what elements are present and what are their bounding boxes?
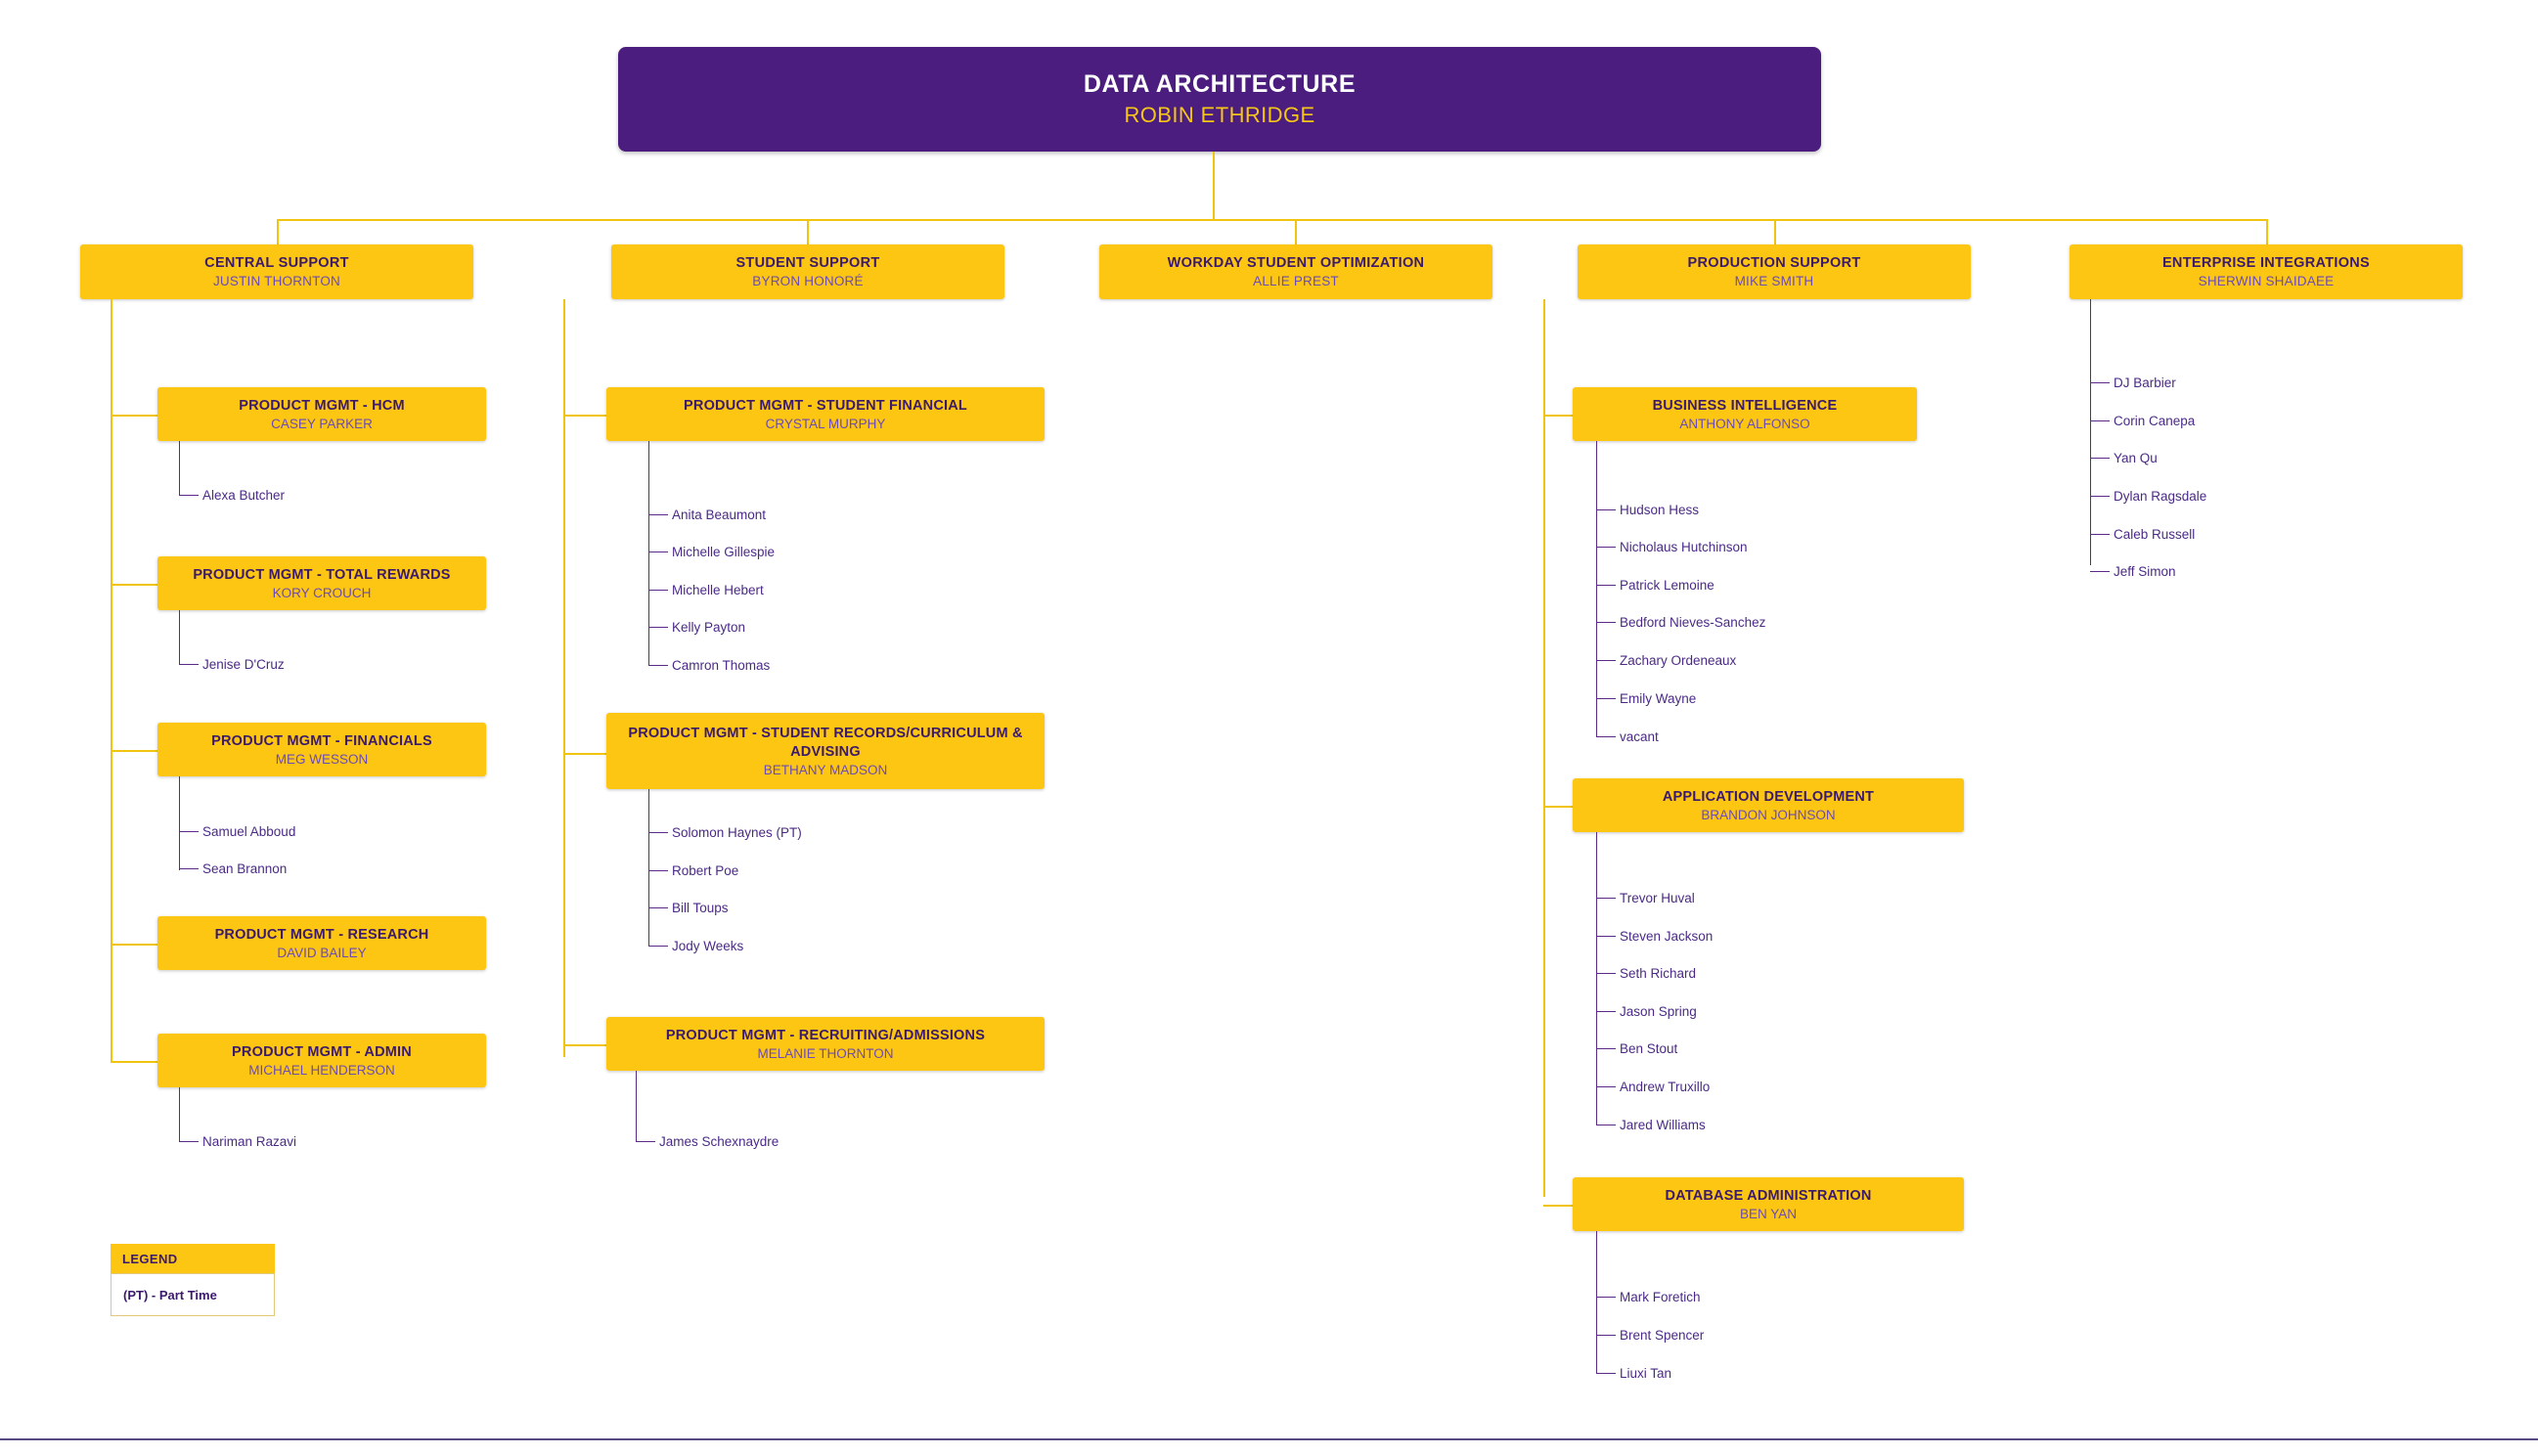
connector-leaf-sr-3 — [648, 946, 668, 947]
leaf-ben-stout: Ben Stout — [1620, 1041, 1678, 1056]
connector-drop-workday — [1295, 219, 1297, 245]
connector-leaf-bi-5 — [1596, 698, 1616, 699]
leaf-patrick-lemoine: Patrick Lemoine — [1620, 578, 1714, 593]
connector-leaf-sf-3 — [648, 627, 668, 628]
connector-leafspine-hcm — [179, 441, 180, 496]
node-name: JUSTIN THORNTON — [212, 274, 340, 289]
node-product-mgmt-hcm[interactable] — [157, 387, 486, 441]
connector-leaf-sr-0 — [648, 832, 668, 833]
leaf-emily-wayne: Emily Wayne — [1620, 691, 1697, 706]
connector-leafspine-bi — [1596, 441, 1597, 737]
node-title: APPLICATION DEVELOPMENT — [1662, 788, 1875, 805]
node-product-mgmt-financials[interactable] — [157, 723, 486, 776]
connector-leafspine-total-rewards — [179, 610, 180, 665]
connector-leaf-db-0 — [1596, 1297, 1616, 1298]
connector-leaf-ad-5 — [1596, 1086, 1616, 1087]
node-name: SHERWIN SHAIDAEE — [2198, 274, 2335, 289]
node-central-support[interactable] — [80, 244, 473, 299]
node-title: PRODUCT MGMT - ADMIN — [232, 1043, 412, 1060]
node-product-mgmt-student-records[interactable] — [606, 713, 1045, 789]
connector-leaf-rec-0 — [636, 1141, 655, 1142]
connector-elbow-hcm — [111, 415, 157, 417]
node-title: PRODUCT MGMT - TOTAL REWARDS — [193, 566, 451, 583]
connector-elbow-appdev — [1543, 806, 1573, 808]
node-student-support[interactable] — [611, 244, 1004, 299]
connector-leaf-bi-0 — [1596, 509, 1616, 510]
node-product-mgmt-student-financial[interactable] — [606, 387, 1045, 441]
connector-elbow-dba — [1543, 1205, 1573, 1207]
connector-leaf-fin-1 — [179, 868, 199, 869]
connector-elbow-financials — [111, 750, 157, 752]
leaf-liuxi-tan: Liuxi Tan — [1620, 1366, 1672, 1381]
node-title: PRODUCT MGMT - STUDENT RECORDS/CURRICULUM & ADVISING — [628, 726, 1023, 760]
connector-leaf-ad-2 — [1596, 973, 1616, 974]
root-name: ROBIN ETHRIDGE — [1124, 102, 1315, 127]
connector-drop-enterprise — [2266, 219, 2268, 245]
leaf-corin-canepa: Corin Canepa — [2114, 414, 2196, 428]
connector-elbow-bi — [1543, 415, 1573, 417]
node-product-mgmt-research[interactable] — [157, 916, 486, 970]
leaf-sean-brannon: Sean Brannon — [202, 861, 288, 876]
connector-leaf-ei-3 — [2090, 496, 2110, 497]
node-name: ALLIE PREST — [1253, 274, 1339, 289]
node-name: MELANIE THORNTON — [757, 1046, 894, 1062]
node-workday-student-optimization[interactable] — [1099, 244, 1492, 299]
leaf-solomon-haynes: Solomon Haynes (PT) — [672, 825, 802, 840]
connector-elbow-student-financial — [563, 415, 606, 417]
root-title: DATA ARCHITECTURE — [1083, 70, 1357, 99]
connector-leaf-sf-2 — [648, 590, 668, 591]
connector-leaf-ei-1 — [2090, 420, 2110, 421]
connector-leaf-sf-4 — [648, 665, 668, 666]
connector-leaf-ad-1 — [1596, 936, 1616, 937]
connector-leaf-bi-6 — [1596, 736, 1616, 737]
node-production-support[interactable] — [1578, 244, 1971, 299]
node-product-mgmt-admin[interactable] — [157, 1034, 486, 1087]
leaf-robert-poe: Robert Poe — [672, 863, 739, 878]
connector-leaf-ei-4 — [2090, 534, 2110, 535]
connector-elbow-research — [111, 944, 157, 946]
connector-leaf-admin-0 — [179, 1141, 199, 1142]
connector-root-trunk — [1213, 152, 1215, 220]
connector-leafspine-appdev — [1596, 832, 1597, 1125]
node-name: CASEY PARKER — [271, 417, 373, 432]
connector-elbow-admin — [111, 1061, 157, 1063]
node-title: STUDENT SUPPORT — [735, 254, 880, 271]
leaf-dj-barbier: DJ Barbier — [2114, 375, 2176, 390]
leaf-vacant: vacant — [1620, 729, 1659, 744]
node-title: DATABASE ADMINISTRATION — [1665, 1187, 1872, 1204]
node-name: MEG WESSON — [275, 752, 369, 768]
leaf-jody-weeks: Jody Weeks — [672, 939, 744, 953]
node-name: KORY CROUCH — [272, 586, 372, 601]
leaf-nariman-razavi: Nariman Razavi — [202, 1134, 297, 1149]
connector-elbow-student-records — [563, 753, 606, 755]
connector-leafspine-sr — [648, 789, 649, 946]
connector-spine-production — [1543, 299, 1545, 1197]
connector-leaf-db-1 — [1596, 1335, 1616, 1336]
leaf-brent-spencer: Brent Spencer — [1620, 1328, 1705, 1343]
leaf-kelly-payton: Kelly Payton — [672, 620, 746, 635]
node-title: PRODUCT MGMT - RECRUITING/ADMISSIONS — [665, 1027, 986, 1043]
connector-leaf-bi-1 — [1596, 547, 1616, 548]
connector-leaf-db-2 — [1596, 1373, 1616, 1374]
leaf-michelle-hebert: Michelle Hebert — [672, 583, 764, 597]
node-name: BRANDON JOHNSON — [1701, 808, 1836, 823]
node-name: BETHANY MADSON — [763, 762, 888, 777]
node-name: MICHAEL HENDERSON — [248, 1063, 395, 1079]
connector-leafspine-sf — [648, 441, 649, 666]
node-title: BUSINESS INTELLIGENCE — [1652, 397, 1838, 414]
leaf-samuel-abboud: Samuel Abboud — [202, 824, 296, 839]
connector-leaf-sr-1 — [648, 870, 668, 871]
node-enterprise-integrations[interactable] — [2070, 244, 2463, 299]
connector-leaf-ei-5 — [2090, 571, 2110, 572]
node-name: CRYSTAL MURPHY — [765, 417, 886, 432]
leaf-trevor-huval: Trevor Huval — [1620, 891, 1695, 905]
node-title: PRODUCT MGMT - RESEARCH — [214, 926, 429, 943]
connector-leafspine-financials — [179, 776, 180, 870]
leaf-nicholaus-hutchinson: Nicholaus Hutchinson — [1620, 540, 1748, 554]
connector-leafspine-rec — [636, 1071, 637, 1142]
leaf-yan-qu: Yan Qu — [2114, 451, 2158, 465]
node-name: ANTHONY ALFONSO — [1679, 417, 1810, 432]
connector-leaf-fin-0 — [179, 831, 199, 832]
connector-leaf-ad-3 — [1596, 1011, 1616, 1012]
leaf-alexa-butcher: Alexa Butcher — [202, 488, 286, 503]
node-product-mgmt-recruiting[interactable] — [606, 1017, 1045, 1071]
node-name: DAVID BAILEY — [277, 946, 367, 961]
connector-elbow-total-rewards — [111, 584, 157, 586]
connector-leaf-bi-3 — [1596, 622, 1616, 623]
leaf-zachary-ordeneaux: Zachary Ordeneaux — [1620, 653, 1737, 668]
connector-leaf-ei-2 — [2090, 458, 2110, 459]
leaf-anita-beaumont: Anita Beaumont — [672, 507, 767, 522]
node-name: BYRON HONORÉ — [752, 274, 864, 289]
leaf-jeff-simon: Jeff Simon — [2114, 564, 2176, 579]
page-bottom-rule — [0, 1438, 2538, 1440]
connector-leaf-ad-4 — [1596, 1048, 1616, 1049]
legend-heading: LEGEND — [111, 1244, 275, 1273]
node-title: PRODUCTION SUPPORT — [1687, 254, 1861, 271]
leaf-seth-richard: Seth Richard — [1620, 966, 1697, 981]
node-title: PRODUCT MGMT - HCM — [239, 397, 405, 414]
connector-level1-bus — [277, 219, 2267, 221]
connector-leaf-ei-0 — [2090, 382, 2110, 383]
connector-leaf-bi-4 — [1596, 660, 1616, 661]
leaf-caleb-russell: Caleb Russell — [2114, 527, 2196, 542]
node-name: MIKE SMITH — [1734, 274, 1814, 289]
node-name: BEN YAN — [1739, 1207, 1798, 1222]
leaf-jared-williams: Jared Williams — [1620, 1118, 1706, 1132]
connector-leaf-ad-0 — [1596, 898, 1616, 899]
connector-leaf-tr-0 — [179, 664, 199, 665]
connector-leaf-hcm-0 — [179, 495, 199, 496]
leaf-steven-jackson: Steven Jackson — [1620, 929, 1714, 944]
node-application-development[interactable] — [1573, 778, 1964, 832]
leaf-mark-foretich: Mark Foretich — [1620, 1290, 1701, 1304]
leaf-hudson-hess: Hudson Hess — [1620, 503, 1700, 517]
leaf-james-schexnaydre: James Schexnaydre — [659, 1134, 779, 1149]
connector-drop-central — [277, 219, 279, 245]
root-node[interactable] — [618, 47, 1821, 152]
node-title: WORKDAY STUDENT OPTIMIZATION — [1167, 254, 1425, 271]
leaf-dylan-ragsdale: Dylan Ragsdale — [2114, 489, 2207, 504]
leaf-michelle-gillespie: Michelle Gillespie — [672, 545, 776, 559]
leaf-andrew-truxillo: Andrew Truxillo — [1620, 1080, 1711, 1094]
node-product-mgmt-total-rewards[interactable] — [157, 556, 486, 610]
node-title: PRODUCT MGMT - FINANCIALS — [211, 732, 432, 749]
leaf-jenise-dcruz: Jenise D'Cruz — [202, 657, 285, 672]
connector-spine-central — [111, 299, 112, 1062]
connector-leafspine-enterprise — [2090, 299, 2091, 565]
leaf-jason-spring: Jason Spring — [1620, 1004, 1697, 1019]
connector-drop-production — [1774, 219, 1776, 245]
connector-drop-student — [807, 219, 809, 245]
node-title: PRODUCT MGMT - STUDENT FINANCIAL — [684, 397, 967, 414]
node-title: CENTRAL SUPPORT — [204, 254, 349, 271]
connector-leaf-sf-0 — [648, 514, 668, 515]
connector-elbow-recruiting — [563, 1044, 606, 1046]
connector-spine-student — [563, 299, 565, 1057]
legend-entry-part-time: (PT) - Part Time — [111, 1273, 275, 1316]
node-database-administration[interactable] — [1573, 1177, 1964, 1231]
leaf-bill-toups: Bill Toups — [672, 901, 729, 915]
connector-leaf-bi-2 — [1596, 585, 1616, 586]
connector-leafspine-admin — [179, 1087, 180, 1142]
leaf-bedford-nieves-sanchez: Bedford Nieves-Sanchez — [1620, 615, 1766, 630]
connector-leaf-sr-2 — [648, 907, 668, 908]
node-title: ENTERPRISE INTEGRATIONS — [2161, 254, 2371, 271]
leaf-camron-thomas: Camron Thomas — [672, 658, 771, 673]
node-business-intelligence[interactable] — [1573, 387, 1917, 441]
connector-leafspine-dba — [1596, 1231, 1597, 1374]
